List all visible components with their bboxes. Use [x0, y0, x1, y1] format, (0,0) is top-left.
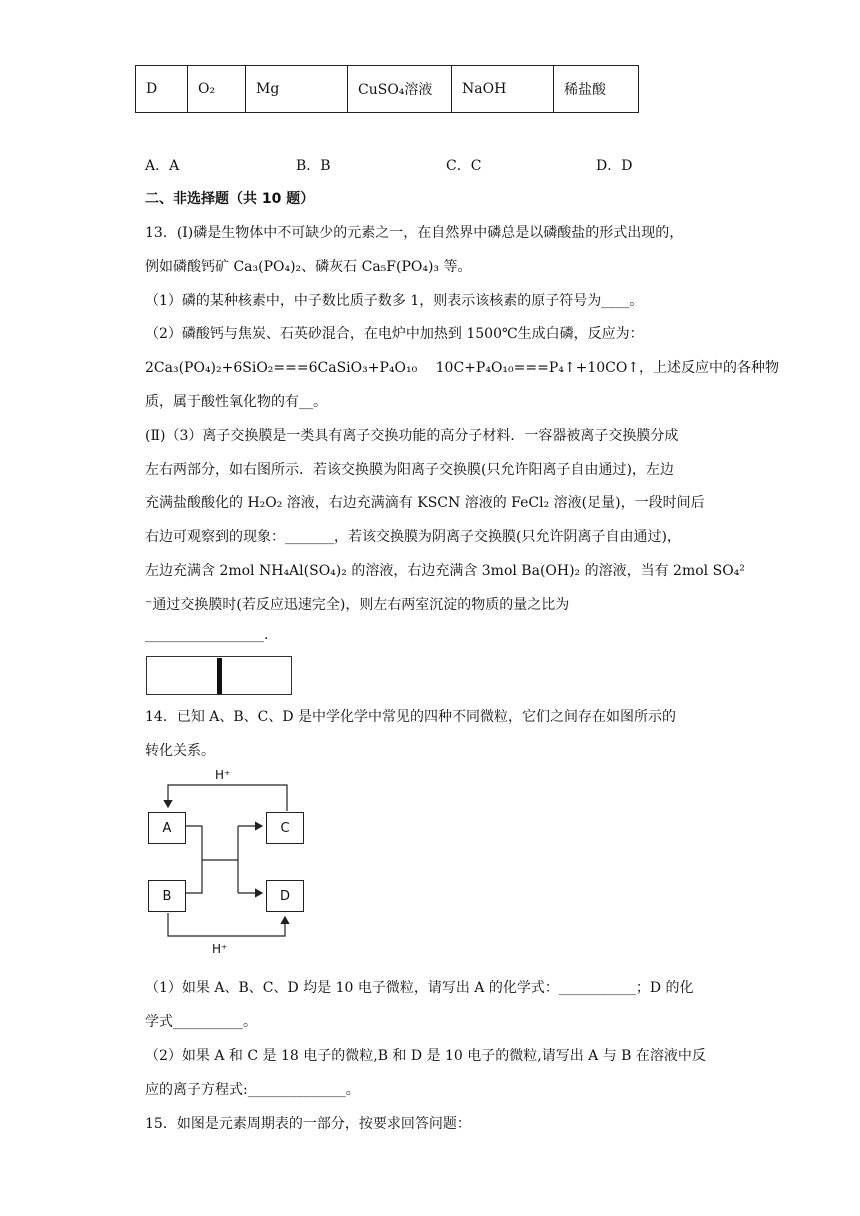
box-a: A: [148, 812, 186, 844]
option-a: A．A: [145, 158, 180, 174]
option-c: C．C: [446, 158, 482, 174]
q15-line-1: 15．如图是元素周期表的一部分，按要求回答问题：: [145, 1116, 471, 1132]
q14-line-2: 转化关系。: [145, 743, 215, 759]
q13-line-13: _________________.: [145, 627, 269, 643]
q14-line-1: 14．已知 A、B、C、D 是中学化学中常见的四种不同微粒，它们之间存在如图所示的: [145, 709, 677, 725]
hplus-bottom-label: H⁺: [212, 942, 228, 956]
hplus-top-label: H⁺: [215, 768, 231, 782]
box-c: C: [266, 812, 304, 844]
q13-line-12: ⁻通过交换膜时(若反应迅速完全)，则左右两室沉淀的物质的量之比为: [145, 597, 570, 613]
q13-line-8: 左右两部分，如右图所示．若该交换膜为阳离子交换膜(只允许阳离子自由通过)，左边: [145, 462, 674, 478]
q13-line-7: (Ⅱ)（3）离子交换膜是一类具有离子交换功能的高分子材料．一容器被离子交换膜分成: [145, 428, 679, 444]
box-b: B: [148, 880, 186, 912]
q13-line-5: 2Ca₃(PO₄)₂+6SiO₂===6CaSiO₃+P₄O₁₀ 10C+P₄O₁₀===P₄↑+10CO↑，上述反应中的各种物: [145, 360, 780, 376]
table-cell: Mg: [246, 66, 348, 113]
q13-line-2: 例如磷酸钙矿 Ca₃(PO₄)₂、磷灰石 Ca₅F(PO₄)₃ 等。: [145, 259, 472, 275]
box-d: D: [266, 880, 304, 912]
table-row: [136, 66, 639, 113]
q13-line-10: 右边可观察到的现象：_______，若该交换膜为阴离子交换膜(只允许阴离子自由通过)，: [145, 529, 681, 545]
table-cell: O₂: [188, 66, 246, 113]
section-title: 二、非选择题（共 10 题）: [145, 191, 315, 207]
q13-line-9: 充满盐酸酸化的 H₂O₂ 溶液，右边充满滴有 KSCN 溶液的 FeCl₂ 溶液(足量)，一段时间后: [145, 495, 705, 511]
q13-line-11: 左边充满含 2mol NH₄Al(SO₄)₂ 的溶液，右边充满含 3mol Ba(OH)₂ 的溶液，当有 2mol SO₄²: [145, 563, 745, 579]
q14-line-6: 应的离子方程式:______________。: [145, 1082, 360, 1098]
exchange-membrane: [217, 658, 222, 694]
arrow-b-to-d: [168, 913, 285, 936]
q13-line-3: （1）磷的某种核素中，中子数比质子数多 1，则表示该核素的原子符号为____。: [145, 293, 644, 309]
q13-line-6: 质，属于酸性氧化物的有__。: [145, 394, 327, 410]
table-cell: CuSO₄溶液: [348, 66, 452, 113]
q13-line-1: 13．(Ⅰ)磷是生物体中不可缺少的元素之一，在自然界中磷总是以磷酸盐的形式出现的，: [145, 225, 684, 241]
arrow-c-to-a: [168, 785, 287, 811]
option-d: D．D: [596, 158, 633, 174]
conversion-diagram: [140, 765, 320, 965]
option-b: B．B: [296, 158, 331, 174]
q13-line-4: （2）磷酸钙与焦炭、石英砂混合，在电炉中加热到 1500℃生成白磷，反应为：: [145, 326, 644, 342]
table-cell: 稀盐酸: [554, 66, 639, 113]
answer-table: [135, 65, 639, 113]
q14-line-4: 学式__________。: [145, 1014, 257, 1030]
connector-a-b: [186, 826, 202, 893]
q14-line-3: （1）如果 A、B、C、D 均是 10 电子微粒，请写出 A 的化学式：___________；D 的化: [145, 980, 694, 996]
table-cell: NaOH: [452, 66, 554, 113]
table-cell: D: [136, 66, 188, 113]
q14-line-5: （2）如果 A 和 C 是 18 电子的微粒,B 和 D 是 10 电子的微粒,请写出 A 与 B 在溶液中反: [145, 1048, 706, 1064]
membrane-container-figure: [146, 656, 292, 695]
